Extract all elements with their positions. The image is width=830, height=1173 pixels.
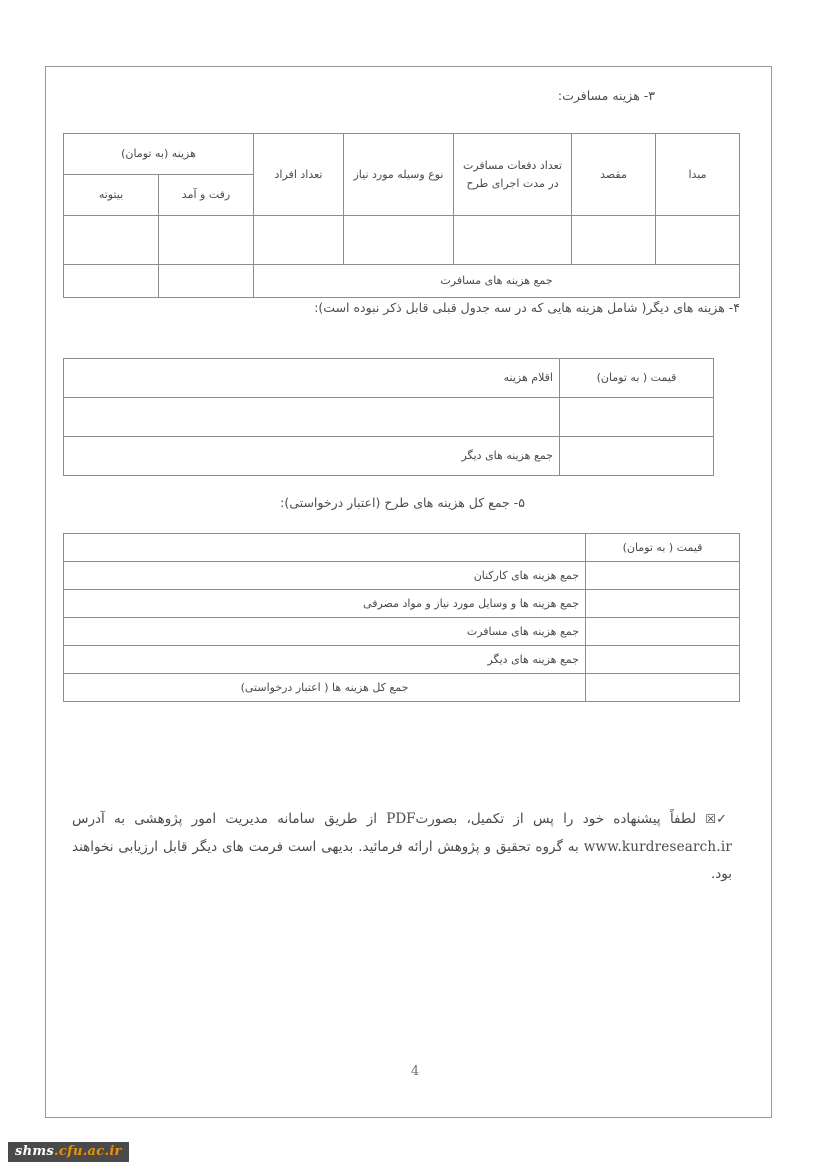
cell-total-price-equipment[interactable] [586,590,740,618]
table-row [64,646,740,674]
table-row-sum [64,265,740,298]
table-row [64,590,740,618]
travel-cost-table [63,133,740,298]
site-watermark [8,1142,129,1162]
header-vehicle-type: نوع وسیله مورد نیاز [344,134,454,216]
cell-grand-total-label: جمع کل هزینه ها ( اعتبار درخواستی) [64,674,586,702]
travel-sum-lodging[interactable] [64,265,159,298]
cell-other-item[interactable] [64,398,560,437]
header-total-price: قیمت ( به تومان) [586,534,740,562]
cell-total-label-travel: جمع هزینه های مسافرت [64,618,586,646]
boxed-x-icon: ☒ [705,812,717,826]
research-portal-url[interactable]: www.kurdresearch.ir [583,838,732,855]
header-destination: مقصد [572,134,656,216]
other-sum-price[interactable] [560,437,714,476]
table-row [64,398,714,437]
header-people-count: تعداد افراد [254,134,344,216]
other-sum-label: جمع هزینه های دیگر [64,437,560,476]
cell-destination[interactable] [572,216,656,265]
header-cost-group: هزینه (به تومان) [64,134,254,175]
footer-note-pdf-label: PDF [386,811,416,827]
table-row [64,216,740,265]
table-row [64,618,740,646]
cell-total-price-other[interactable] [586,646,740,674]
header-cost-lodging: بیتوته [64,175,159,216]
cell-total-price-travel[interactable] [586,618,740,646]
table-row [64,562,740,590]
header-trip-count: تعداد دفعات مسافرت در مدت اجرای طرح [454,134,572,216]
header-origin: مبدا [656,134,740,216]
cell-trip-count[interactable] [454,216,572,265]
table-row-sum [64,437,714,476]
footer-note-line2: به گروه تحقیق و پژوهش ارائه فرمائید. بدیهی است فرمت های دیگر قابل ارزیابی نخواهند بود. [72,838,732,883]
travel-sum-label: جمع هزینه های مسافرت [254,265,740,298]
section-heading-total: ۵- جمع کل هزینه های طرح (اعتبار درخواستی): [280,495,525,510]
cell-origin[interactable] [656,216,740,265]
header-cost-transport: رفت و آمد [159,175,254,216]
cell-grand-total-price[interactable] [586,674,740,702]
watermark-suffix: .cfu.ac.ir [54,1144,122,1159]
grand-total-table [63,533,740,702]
cell-total-label-equipment: جمع هزینه ها و وسایل مورد نیاز و مواد مصرفی [64,590,586,618]
footer-note-line1a: لطفاً پیشنهاده خود را پس از تکمیل، بصورت [415,811,697,827]
cell-cost-transport[interactable] [159,216,254,265]
watermark-prefix: shms [15,1144,55,1159]
header-other-items: اقلام هزینه [64,359,560,398]
header-total-items [64,534,586,562]
cell-other-price[interactable] [560,398,714,437]
check-icon: ✓ [716,812,732,827]
footer-note [72,806,732,889]
cell-cost-lodging[interactable] [64,216,159,265]
cell-total-price-staff[interactable] [586,562,740,590]
table-row-grand-total [64,674,740,702]
other-cost-table [63,358,714,476]
travel-sum-transport[interactable] [159,265,254,298]
cell-total-label-other: جمع هزینه های دیگر [64,646,586,674]
page-number: 4 [410,1064,420,1079]
cell-total-label-staff: جمع هزینه های کارکنان [64,562,586,590]
cell-people-count[interactable] [254,216,344,265]
section-heading-other: ۴- هزینه های دیگر( شامل هزینه هایی که در سه جدول قبلی قابل ذکر نبوده است): [314,300,740,315]
header-other-price: قیمت ( به تومان) [560,359,714,398]
footer-note-line1b: از طریق سامانه مدیریت امور پژوهشی به آدرس [72,811,377,827]
cell-vehicle-type[interactable] [344,216,454,265]
section-heading-travel: ۳- هزینه مسافرت: [557,88,655,103]
